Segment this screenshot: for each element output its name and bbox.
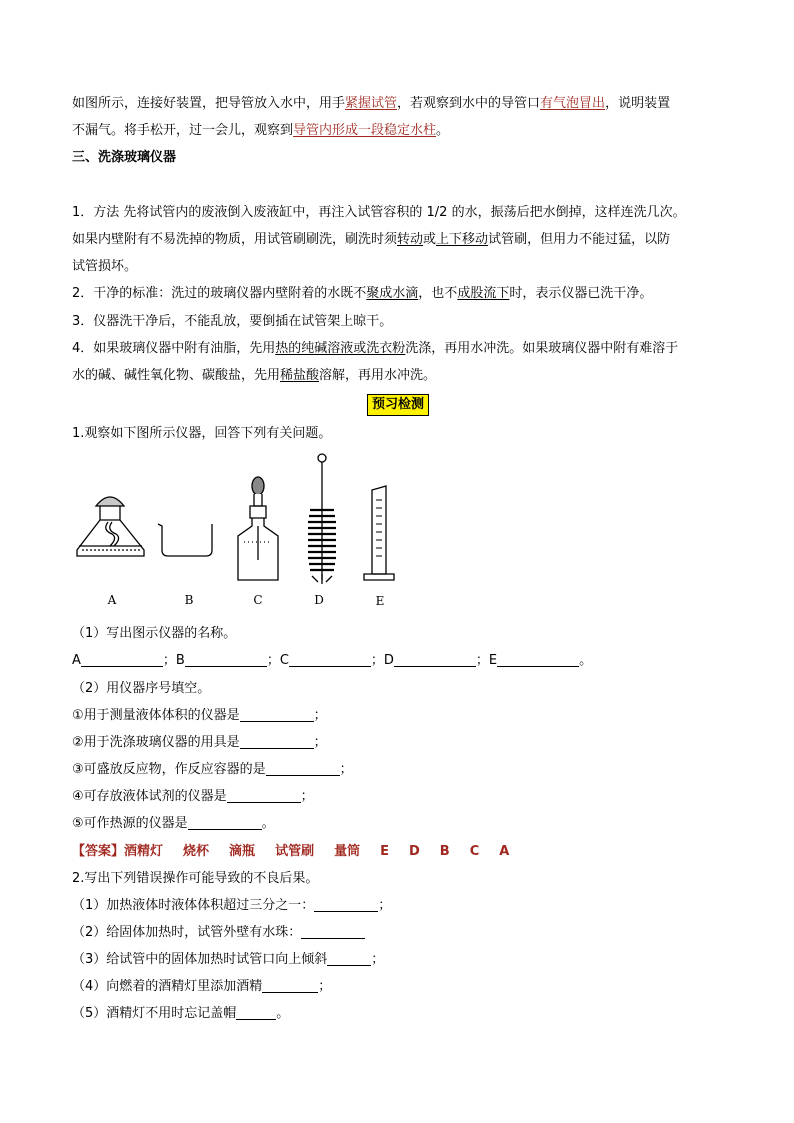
consequence-item-3: [72, 950, 384, 970]
answer-item: 试管刷: [275, 844, 315, 859]
text: 。: [579, 653, 593, 668]
answer-blank[interactable]: [262, 978, 318, 993]
text: ；: [313, 708, 327, 723]
answer-blank[interactable]: [327, 951, 371, 966]
question-1-title: 1.观察如下图所示仪器，回答下列有关问题。: [72, 426, 332, 441]
answer-blank[interactable]: [188, 815, 262, 830]
text: ④可存放液体试剂的仪器是: [72, 789, 227, 804]
text: 试管刷，但用力不能过猛，以防: [488, 232, 671, 247]
text: ；: [313, 735, 327, 750]
text: ②用于洗涤玻璃仪器的用具是: [72, 735, 240, 750]
text: ，也不: [418, 286, 458, 301]
text: ；: [318, 979, 332, 994]
text: A: [72, 653, 81, 668]
text: （4）向燃着的酒精灯里添加酒精: [72, 979, 263, 994]
fill-item-3: [72, 760, 353, 780]
answer-blank[interactable]: [394, 652, 476, 667]
airtight-check-line-1: [72, 94, 670, 114]
consequence-item-1: [72, 896, 391, 916]
fill-item-5: [72, 814, 275, 834]
answer-blank[interactable]: [289, 652, 371, 667]
dropper-bottle-icon: [238, 477, 278, 580]
answer-blank[interactable]: [301, 924, 365, 939]
label-d: D: [314, 593, 324, 607]
answer-blank[interactable]: [227, 788, 301, 803]
oil-line-2: [72, 366, 436, 386]
fill-item-1: [72, 706, 327, 726]
text: 溶解，再用水冲洗。: [319, 368, 437, 383]
text: ；: [339, 762, 353, 777]
graduated-cylinder-icon: [364, 486, 394, 580]
text: ；B: [162, 653, 185, 668]
text: ；: [378, 898, 392, 913]
consequence-item-2: [72, 923, 365, 943]
answer-blank[interactable]: [240, 707, 314, 722]
text: ③可盛放反应物，作反应容器的是: [72, 762, 266, 777]
answer-item: B: [439, 844, 450, 859]
answer-label: 【答案】: [72, 844, 125, 859]
method-line-1: 1．方法 先将试管内的废液倒入废液缸中，再注入试管容积的 1/2 的水，振荡后把水倒掉，这样连洗几次。: [72, 205, 686, 220]
consequence-item-4: [72, 977, 331, 997]
underlined-text: 稀盐酸: [280, 368, 320, 383]
answer-blank[interactable]: [81, 652, 163, 667]
text: ；E: [475, 653, 498, 668]
answer-item: A: [499, 844, 510, 859]
text: 如图所示，连接好装置，把导管放入水中，用手: [72, 96, 346, 111]
text: 4．如果玻璃仪器中附有油脂，先用: [72, 341, 276, 356]
underlined-text: 成股流下: [457, 286, 510, 301]
underlined-text: 转动: [397, 232, 424, 247]
answer-text: 导管内形成一段稳定水柱: [293, 123, 437, 138]
text: 不漏气。将手松开，过一会儿，观察到: [72, 123, 294, 138]
text: 或: [423, 232, 437, 247]
text: （2）给固体加热时，试管外壁有水珠：: [72, 925, 302, 940]
text: 水的碱、碱性氧化物、碳酸盐，先用: [72, 368, 281, 383]
text: 洗涤，再用水冲洗。如果玻璃仪器中附有难溶于: [405, 341, 679, 356]
text: （1）加热液体时液体体积超过三分之一：: [72, 898, 315, 913]
answer-blank[interactable]: [314, 897, 378, 912]
beaker-icon: [158, 524, 212, 556]
alcohol-lamp-icon: [77, 497, 144, 556]
fill-item-4: [72, 787, 314, 807]
text: ；: [371, 952, 385, 967]
text: （5）酒精灯不用时忘记盖帽: [72, 1006, 237, 1021]
answer-item: 滴瓶: [229, 844, 256, 859]
label-c: C: [253, 593, 263, 607]
sub-question-1: （1）写出图示仪器的名称。: [72, 626, 237, 641]
answer-blank[interactable]: [497, 652, 579, 667]
consequence-item-5: [72, 1004, 289, 1024]
underlined-text: 聚成水滴: [366, 286, 419, 301]
label-e: E: [375, 594, 385, 608]
sub-question-2: （2）用仪器序号填空。: [72, 681, 211, 696]
test-tube-brush-icon: [308, 454, 336, 584]
underlined-text: 上下移动: [436, 232, 489, 247]
text: 。: [436, 123, 450, 138]
preview-test-badge: 预习检测: [367, 394, 429, 416]
clean-standard-line: [72, 284, 652, 304]
underlined-text: 热的纯碱溶液或洗衣粉: [275, 341, 406, 356]
answer-blank[interactable]: [240, 734, 314, 749]
text: ；C: [266, 653, 289, 668]
text: ，若观察到水中的导管口: [397, 96, 541, 111]
answer-text: 紧握试管: [345, 96, 398, 111]
answer-blank[interactable]: [266, 761, 340, 776]
instruments-figure: [72, 450, 412, 620]
text: ①用于测量液体体积的仪器是: [72, 708, 240, 723]
text: （3）给试管中的固体加热时试管口向上倾斜: [72, 952, 328, 967]
text: ，说明装置: [605, 96, 671, 111]
dry-line: 3．仪器洗干净后，不能乱放，要倒插在试管架上晾干。: [72, 314, 393, 329]
answer-item: 烧杯: [183, 844, 210, 859]
answer-blank[interactable]: [185, 652, 267, 667]
question-2-title: 2.写出下列错误操作可能导致的不良后果。: [72, 871, 319, 886]
fill-item-2: [72, 733, 327, 753]
answer-line: [72, 842, 529, 862]
answer-item: 酒精灯: [124, 844, 164, 859]
text: ；D: [370, 653, 394, 668]
text: ⑤可作热源的仪器是: [72, 816, 188, 831]
section-title: 三、洗涤玻璃仪器: [72, 150, 177, 165]
answer-item: C: [469, 844, 480, 859]
text: 时，表示仪器已洗干净。: [509, 286, 653, 301]
answer-text: 有气泡冒出: [540, 96, 606, 111]
airtight-check-line-2: [72, 121, 449, 141]
text: 2．干净的标准：洗过的玻璃仪器内壁附着的水既不: [72, 286, 367, 301]
label-a: A: [107, 593, 117, 607]
name-fill-line: [72, 651, 592, 671]
text: 。: [261, 816, 275, 831]
text: 如果内壁附有不易洗掉的物质，用试管刷刷洗，刷洗时须: [72, 232, 398, 247]
method-line-2: [72, 230, 670, 250]
answer-item: D: [408, 844, 420, 859]
answer-item: 量筒: [334, 844, 361, 859]
text: 。: [276, 1006, 290, 1021]
method-line-3: 试管损坏。: [72, 259, 138, 274]
label-b: B: [184, 593, 194, 607]
oil-line-1: [72, 339, 678, 359]
text: ；: [300, 789, 314, 804]
answer-blank[interactable]: [236, 1005, 276, 1020]
answer-item: E: [380, 844, 389, 859]
